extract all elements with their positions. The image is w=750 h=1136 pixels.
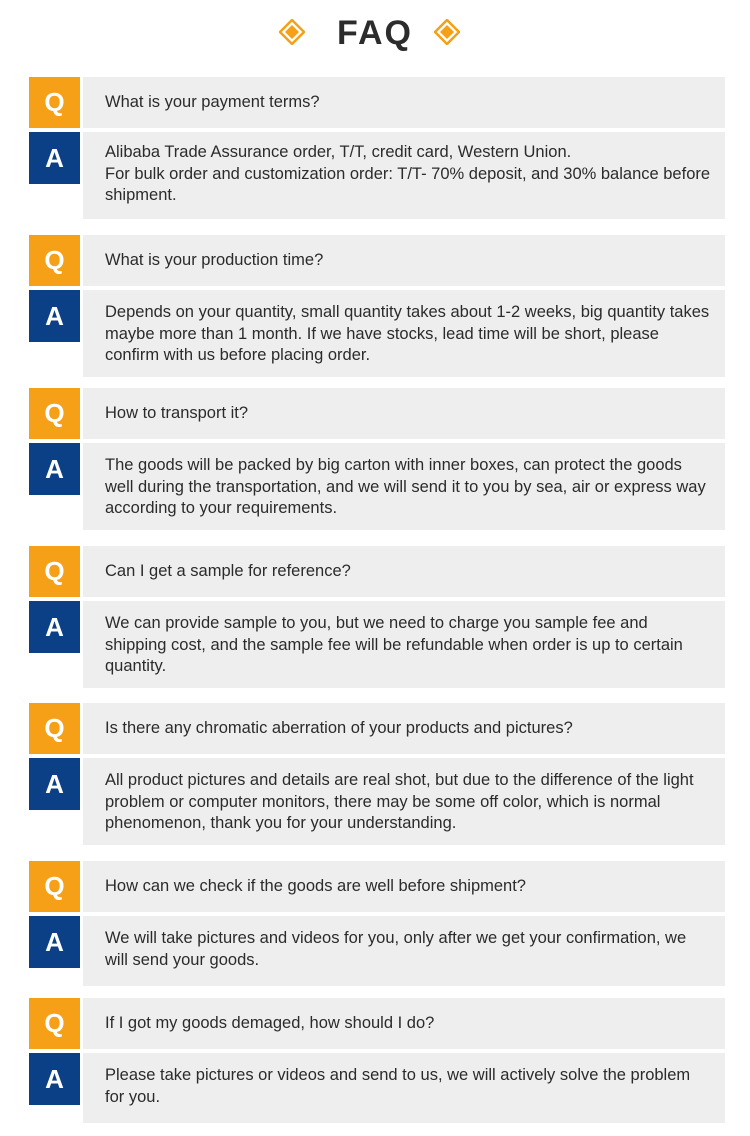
answer-row [83, 758, 725, 845]
question-badge: Q [29, 388, 80, 439]
answer-badge: A [29, 290, 80, 342]
question-badge: Q [29, 703, 80, 754]
question-text: What is your payment terms? [105, 93, 320, 111]
answer-row [83, 290, 725, 377]
answer-badge: A [29, 601, 80, 653]
answer-text: Alibaba Trade Assurance order, T/T, credit card, Western Union. For bulk order and customization order: T/T- 70% deposit, and 30% balance before shipment. [105, 143, 711, 204]
answer-text: Depends on your quantity, small quantity takes about 1-2 weeks, big quantity takes maybe more than 1 month. If we have stocks, lead time will be short, please confirm with us before placing order. [105, 303, 710, 364]
question-text: What is your production time? [105, 251, 324, 269]
question-row [83, 77, 725, 128]
answer-text: All product pictures and details are real shot, but due to the difference of the light problem or computer monitors, there may be some off color, which is normal phenomenon, thank you for your understanding. [105, 771, 694, 832]
answer-badge: A [29, 132, 80, 184]
question-row [83, 861, 725, 912]
question-row [83, 998, 725, 1049]
page-title: FAQ [337, 14, 413, 52]
question-text: How can we check if the goods are well before shipment? [105, 877, 526, 895]
question-badge: Q [29, 235, 80, 286]
answer-text: Please take pictures or videos and send to us, we will actively solve the problem for you. [105, 1066, 691, 1106]
question-badge: Q [29, 546, 80, 597]
answer-badge: A [29, 758, 80, 810]
faq-header [0, 0, 750, 70]
answer-row [83, 443, 725, 530]
question-row [83, 388, 725, 439]
question-badge: Q [29, 77, 80, 128]
diamond-icon [434, 19, 460, 45]
question-row [83, 235, 725, 286]
answer-text: We can provide sample to you, but we need to charge you sample fee and shipping cost, and the sample fee will be refundable when order is up to certain quantity. [105, 614, 683, 675]
answer-badge: A [29, 1053, 80, 1105]
answer-row [83, 916, 725, 986]
question-text: Can I get a sample for reference? [105, 562, 351, 580]
answer-badge: A [29, 443, 80, 495]
answer-row [83, 132, 725, 219]
answer-row [83, 601, 725, 688]
question-badge: Q [29, 998, 80, 1049]
question-text: Is there any chromatic aberration of your products and pictures? [105, 719, 573, 737]
question-row [83, 546, 725, 597]
answer-row [83, 1053, 725, 1123]
question-row [83, 703, 725, 754]
question-text: How to transport it? [105, 404, 249, 422]
answer-badge: A [29, 916, 80, 968]
question-text: If I got my goods demaged, how should I do? [105, 1014, 435, 1032]
answer-text: We will take pictures and videos for you, only after we get your confirmation, we will send your goods. [105, 929, 687, 969]
answer-text: The goods will be packed by big carton with inner boxes, can protect the goods well during the transportation, and we will send it to you by sea, air or express way according to your requirements. [105, 456, 706, 517]
question-badge: Q [29, 861, 80, 912]
